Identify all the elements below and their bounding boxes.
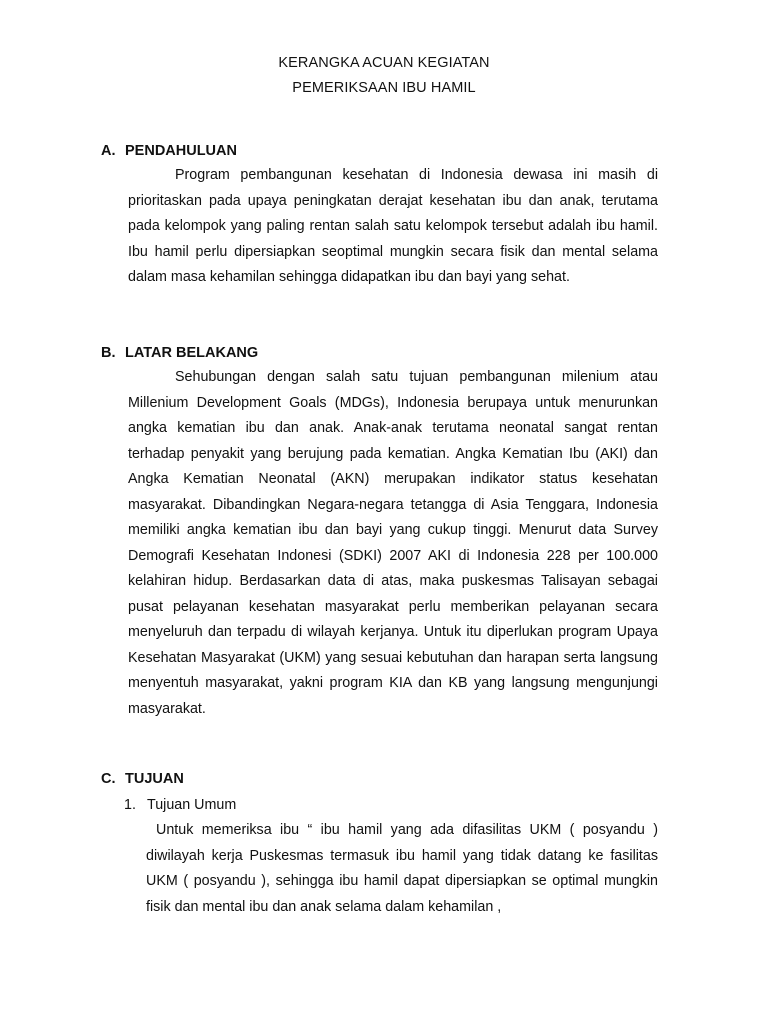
subitem-title: Tujuan Umum [147,797,237,813]
section-a-title: PENDAHULUAN [125,143,237,159]
section-b-heading [101,345,258,361]
subitem-number: 1. [124,797,136,813]
subitem-tujuan-umum [124,797,236,813]
section-a-letter: A. [101,143,116,159]
subitem-tujuan-umum-paragraph: Untuk memeriksa ibu “ ibu hamil yang ada difasilitas UKM ( posyandu ) diwilayah kerja Puskesmas termasuk ibu hamil yang tidak datang ke fasilitas UKM ( posyandu ), sehingga ibu hamil dapat dipersiapkan se optimal mungkin fisik dan mental ibu dan anak selama dalam kehamilan , [146,822,658,915]
document-title-line-2: PEMERIKSAAN IBU HAMIL [292,80,476,96]
section-b-title: LATAR BELAKANG [125,345,259,361]
section-a-heading [101,143,237,159]
document-title-line-1: KERANGKA ACUAN KEGIATAN [278,55,490,71]
section-c-heading [101,771,184,787]
section-b-letter: B. [101,345,116,361]
section-c-letter: C. [101,771,116,787]
section-b-paragraph: Sehubungan dengan salah satu tujuan pembangunan milenium atau Millenium Development Goals (MDGs), Indonesia berupaya untuk menurunkan angka kematian ibu dan anak. Anak-anak terutama neonatal sangat rentan terhadap penyakit yang berujung pada kematian. Angka Kematian Ibu (AKI) dan Angka Kematian Neonatal (AKN) merupakan indikator status kesehatan masyarakat. Dibandingkan Negara-negara tetangga di Asia Tenggara, Indonesia memiliki angka kematian ibu dan bayi yang cukup tinggi. Menurut data Survey Demografi Kesehatan Indonesi (SDKI) 2007 AKI di Indonesia 228 per 100.000 kelahiran hidup. Berdasarkan data di atas, maka puskesmas Talisayan sebagai pusat pelayanan kesehatan masyarakat perlu memberikan pelayanan secara menyeluruh dan terpadu di wilayah kerjanya. Untuk itu diperlukan program Upaya Kesehatan Masyarakat (UKM) yang sesuai kebutuhan dan harapan serta langsung menyentuh masyarakat, yakni program KIA dan KB yang langsung mengunjungi masyarakat. [128,369,658,717]
section-c-title: TUJUAN [125,771,184,787]
section-a-paragraph: Program pembangunan kesehatan di Indonesia dewasa ini masih di prioritaskan pada upaya peningkatan derajat kesehatan ibu dan anak, terutama pada kelompok yang paling rentan salah satu kelompok tersebut adalah ibu hamil. Ibu hamil perlu dipersiapkan seoptimal mungkin secara fisik dan mental selama dalam masa kehamilan sehingga didapatkan ibu dan bayi yang sehat. [128,167,658,285]
